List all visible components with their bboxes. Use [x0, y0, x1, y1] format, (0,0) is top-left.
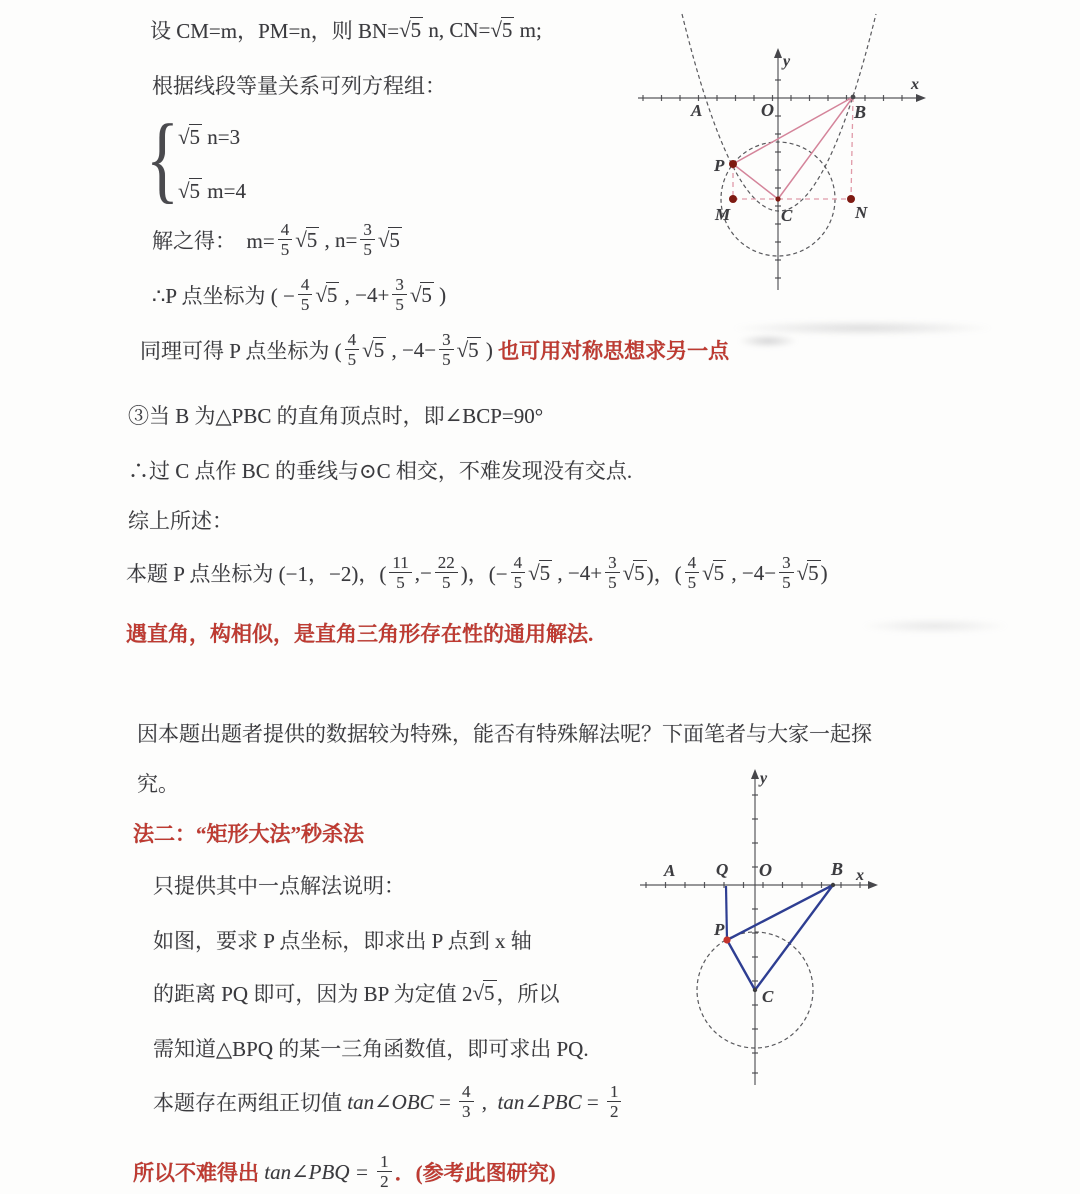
text-line-equations-intro: 根据线段等量关系可列方程组：	[152, 74, 446, 98]
label-x-axis: x	[911, 76, 919, 93]
text-line-no-intersection: ∴过 C 点作 BC 的垂线与⊙C 相交，不难发现没有交点.	[128, 459, 633, 483]
parabola-curve	[682, 14, 876, 211]
triangle-circle-diagram	[628, 763, 918, 1098]
scan-smudge	[738, 334, 798, 348]
segment-qp	[726, 886, 727, 940]
label-b: B	[831, 859, 844, 879]
point-p-dot	[729, 160, 737, 168]
equation-row-2: √5 m=4	[178, 178, 246, 203]
label-q: Q	[716, 860, 729, 879]
parabola-circle-diagram	[628, 4, 928, 296]
x-axis-arrow-icon	[916, 94, 926, 102]
label-y-axis: y	[783, 53, 791, 70]
text-line-case3: ③当 B 为△PBC 的直角顶点时，即∠BCP=90°	[128, 404, 544, 428]
label-p: P	[714, 156, 725, 175]
construction-dashed-lines	[733, 97, 853, 199]
scan-smudge	[860, 618, 1010, 634]
text-line-solution: 解之得： m= $\frac{4}{5}$ √5 , n= $\frac{3}{5}$ √5	[152, 219, 400, 259]
label-y-axis: y	[760, 770, 768, 787]
point-n-dot	[847, 195, 855, 203]
text-line-method2-heading: 法二：“矩形大法”秒杀法	[133, 822, 364, 846]
text-line-p-coords: ∴P 点坐标为 ( − $\frac{4}{5}$ √5 , −4+ $\frac{3}{5}$ √5 )	[152, 274, 447, 314]
equation-row-1: √5 n=3	[178, 124, 241, 149]
text-line-special-data: 因本题出题者提供的数据较为特殊，能否有特殊解法呢？下面笔者与大家一起探	[137, 722, 872, 746]
label-c: C	[781, 206, 793, 225]
text-line-jiu: 究。	[137, 772, 179, 796]
point-c-dot	[753, 988, 757, 992]
text-line-pq-distance: 的距离 PQ 即可，因为 BP 为定值 2 √5 ，所以	[153, 980, 560, 1006]
text-line-one-point: 只提供其中一点解法说明：	[153, 874, 405, 898]
text-line-tangent-values: 本题存在两组正切值 tan∠OBC = $\frac{4}{3}$ , tan∠PBC = $\frac{1}{2}$	[153, 1080, 624, 1124]
text-line-summary-intro: 综上所述：	[128, 509, 233, 533]
label-p: P	[714, 920, 725, 939]
y-axis-arrow-icon	[774, 48, 782, 58]
label-a: A	[691, 101, 703, 120]
point-b-dot	[851, 95, 856, 100]
label-a: A	[664, 861, 676, 880]
text-line-symmetry: 同理可得 P 点坐标为 ( $\frac{4}{5}$ √5 , −4− $\frac{3}{5}$ √5 ) 也可用对称思想求另一点	[140, 329, 730, 369]
x-axis-arrow-icon	[868, 881, 878, 889]
equation-system	[146, 105, 366, 220]
text-line-red-tip: 遇直角，构相似，是直角三角形存在性的通用解法.	[126, 622, 594, 646]
text-line-all-answers: 本题 P 点坐标为 (−1，−2)，( $\frac{11}{5}$ ,− $\frac{22}{5}$ )，(− $\frac{4}{5}$ √5 , −4+ $\frac{3}{5}$ √5 )，( $\frac{4}{5}$ √5 , −4− $\frac{3}{5}$ √5 )	[126, 552, 828, 592]
text-line-trig-needed: 需知道△BPQ 的某一三角函数值，即可求出 PQ.	[153, 1037, 589, 1061]
triangle-pbc	[733, 97, 853, 199]
point-m-dot	[729, 195, 737, 203]
label-m: M	[715, 205, 731, 224]
label-o: O	[759, 860, 772, 880]
label-c: C	[762, 987, 774, 1006]
label-n: N	[855, 203, 868, 222]
text-line-setup: 设 CM=m，PM=n，则 BN= √5 n, CN= √5 m;	[150, 17, 542, 43]
y-axis-arrow-icon	[751, 769, 759, 779]
point-c-dot	[775, 196, 780, 201]
label-o: O	[761, 100, 774, 120]
scan-smudge	[730, 320, 995, 336]
label-b: B	[854, 102, 867, 122]
triangle-bpc	[727, 885, 833, 990]
label-x-axis: x	[856, 867, 864, 884]
point-b-dot	[831, 883, 835, 887]
text-line-conclusion-red: 所以不难得出 tan∠PBQ = $\frac{1}{2}$ ．(参考此图研究)	[133, 1151, 556, 1191]
text-line-figure-ref: 如图，要求 P 点坐标，即求出 P 点到 x 轴	[153, 929, 532, 953]
brace: {	[146, 105, 179, 213]
point-p-dot	[723, 936, 730, 943]
